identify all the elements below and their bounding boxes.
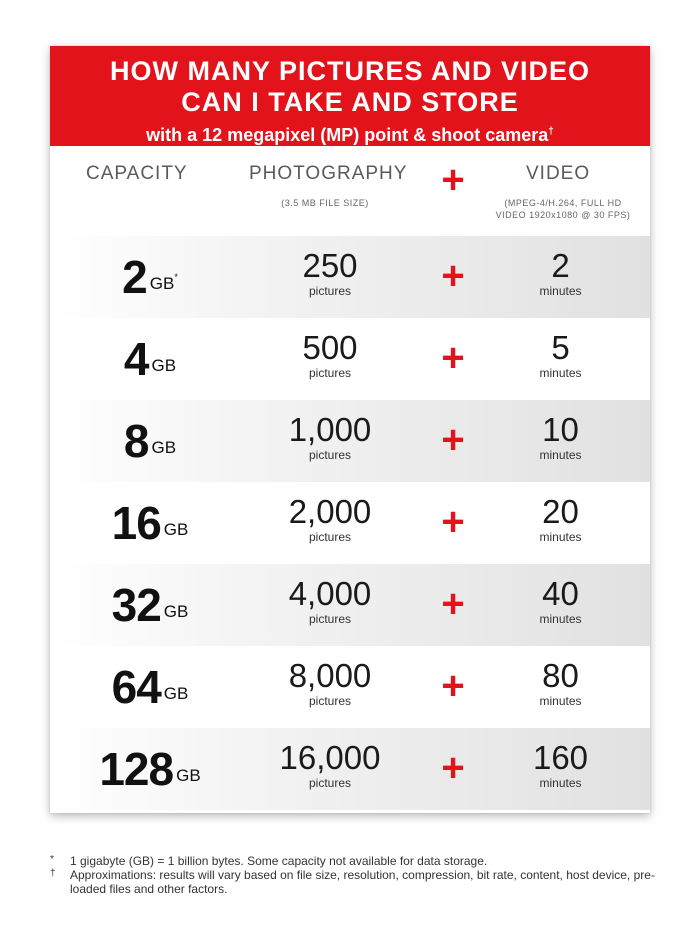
capacity-value: 32: [111, 579, 161, 631]
capacity-cell: [50, 236, 250, 318]
column-header-capacity: CAPACITY: [86, 163, 188, 184]
header-plus-icon: +: [441, 158, 465, 202]
title-banner: [50, 46, 650, 146]
capacity-unit: [152, 438, 177, 458]
capacity-unit-text: GB: [163, 520, 189, 539]
capacity-unit-text: GB: [163, 602, 189, 621]
pictures-label: pictures: [308, 366, 352, 380]
title-line-2: CAN I TAKE AND STORE: [181, 87, 519, 117]
photography-cell: [250, 576, 410, 626]
footnote-1-text: 1 gigabyte (GB) = 1 billion bytes. Some capacity not available for data storage.: [70, 854, 488, 868]
plus-icon: +: [441, 664, 465, 708]
title-line-1: HOW MANY PICTURES AND VIDEO: [109, 56, 591, 86]
capacity-unit: [150, 274, 178, 294]
capacity-unit: [164, 520, 189, 540]
capacity-cell: [50, 318, 250, 400]
table-row: [50, 646, 650, 728]
capacity-cell: [50, 646, 250, 728]
capacity-cell: [50, 564, 250, 646]
video-cell: [498, 412, 623, 462]
capacity-footnote-mark: *: [174, 272, 178, 282]
video-note: [468, 197, 658, 221]
pictures-count: 4,000: [288, 575, 372, 612]
table-row: [50, 318, 650, 400]
minutes-label: minutes: [539, 284, 582, 298]
video-cell: [498, 658, 623, 708]
capacity-unit: [152, 356, 177, 376]
plus-icon: +: [441, 500, 465, 544]
subtitle-dagger: †: [548, 126, 554, 137]
video-cell: [498, 330, 623, 380]
table-row: [50, 564, 650, 646]
photography-cell: [250, 248, 410, 298]
pictures-count: 250: [302, 247, 358, 284]
minutes-count: 10: [542, 411, 579, 448]
pictures-count: 2,000: [288, 493, 372, 530]
pictures-count: 500: [302, 329, 358, 366]
minutes-label: minutes: [539, 612, 582, 626]
capacity-unit-text: GB: [149, 274, 175, 293]
plus-icon: +: [441, 336, 465, 380]
subtitle: [50, 120, 650, 147]
capacity-unit-text: GB: [163, 684, 189, 703]
capacity-value: 128: [99, 743, 174, 795]
minutes-count: 160: [532, 739, 589, 776]
pictures-label: pictures: [308, 612, 352, 626]
plus-icon: +: [441, 418, 465, 462]
capacity-value: 2: [122, 251, 147, 303]
pictures-count: 16,000: [279, 739, 381, 776]
pictures-count: 1,000: [288, 411, 372, 448]
pictures-count: 8,000: [288, 657, 372, 694]
footnote-2-text: Approximations: results will vary based on file size, resolution, compression, bit rate, content, host device, pre-loaded files and other factors.: [70, 868, 655, 896]
minutes-label: minutes: [539, 448, 582, 462]
footnotes: [50, 854, 660, 896]
photography-cell: [250, 330, 410, 380]
capacity-unit: [176, 766, 201, 786]
table-row: [50, 400, 650, 482]
capacity-unit: [164, 602, 189, 622]
video-cell: [498, 576, 623, 626]
capacity-value: 8: [123, 415, 149, 467]
capacity-cell: [50, 400, 250, 482]
capacity-unit: [164, 684, 189, 704]
pictures-label: pictures: [308, 284, 352, 298]
capacity-cell: [50, 482, 250, 564]
footnote-2-mark: †: [50, 868, 56, 879]
capacity-value: 64: [111, 661, 161, 713]
footnote-1-mark: *: [50, 854, 54, 865]
photography-cell: [250, 658, 410, 708]
photography-cell: [250, 494, 410, 544]
pictures-label: pictures: [308, 694, 352, 708]
storage-capacity-card: [50, 46, 650, 813]
plus-icon: +: [441, 582, 465, 626]
pictures-label: pictures: [308, 448, 352, 462]
video-note-line-1: (MPEG-4/H.264, FULL HD: [504, 198, 622, 208]
subtitle-text: with a 12 megapixel (MP) point & shoot camera: [146, 125, 549, 145]
capacity-cell: [50, 728, 250, 810]
plus-icon: +: [441, 746, 465, 790]
pictures-label: pictures: [308, 776, 352, 790]
capacity-value: 16: [111, 497, 161, 549]
minutes-count: 5: [551, 329, 570, 366]
video-cell: [498, 494, 623, 544]
footnote-2: [50, 868, 660, 896]
capacity-unit-text: GB: [151, 438, 177, 457]
footnote-1: [50, 854, 660, 868]
capacity-unit-text: GB: [151, 356, 177, 375]
photography-cell: [250, 412, 410, 462]
minutes-label: minutes: [539, 694, 582, 708]
minutes-label: minutes: [539, 366, 582, 380]
video-note-line-2: VIDEO 1920x1080 @ 30 FPS): [495, 210, 631, 220]
minutes-count: 80: [542, 657, 579, 694]
video-cell: [498, 740, 623, 790]
plus-icon: +: [441, 254, 465, 298]
minutes-count: 2: [551, 247, 570, 284]
photography-note: (3.5 MB FILE SIZE): [281, 198, 369, 208]
video-cell: [498, 248, 623, 298]
photography-cell: [250, 740, 410, 790]
table-row: [50, 236, 650, 318]
column-header-photography: PHOTOGRAPHY: [249, 163, 408, 184]
minutes-count: 20: [542, 493, 579, 530]
capacity-value: 4: [123, 333, 149, 385]
minutes-count: 40: [542, 575, 579, 612]
table-row: [50, 482, 650, 564]
pictures-label: pictures: [308, 530, 352, 544]
minutes-label: minutes: [539, 776, 582, 790]
column-header-video: VIDEO: [526, 163, 591, 184]
capacity-unit-text: GB: [176, 766, 201, 785]
minutes-label: minutes: [539, 530, 582, 544]
table-row: [50, 728, 650, 810]
